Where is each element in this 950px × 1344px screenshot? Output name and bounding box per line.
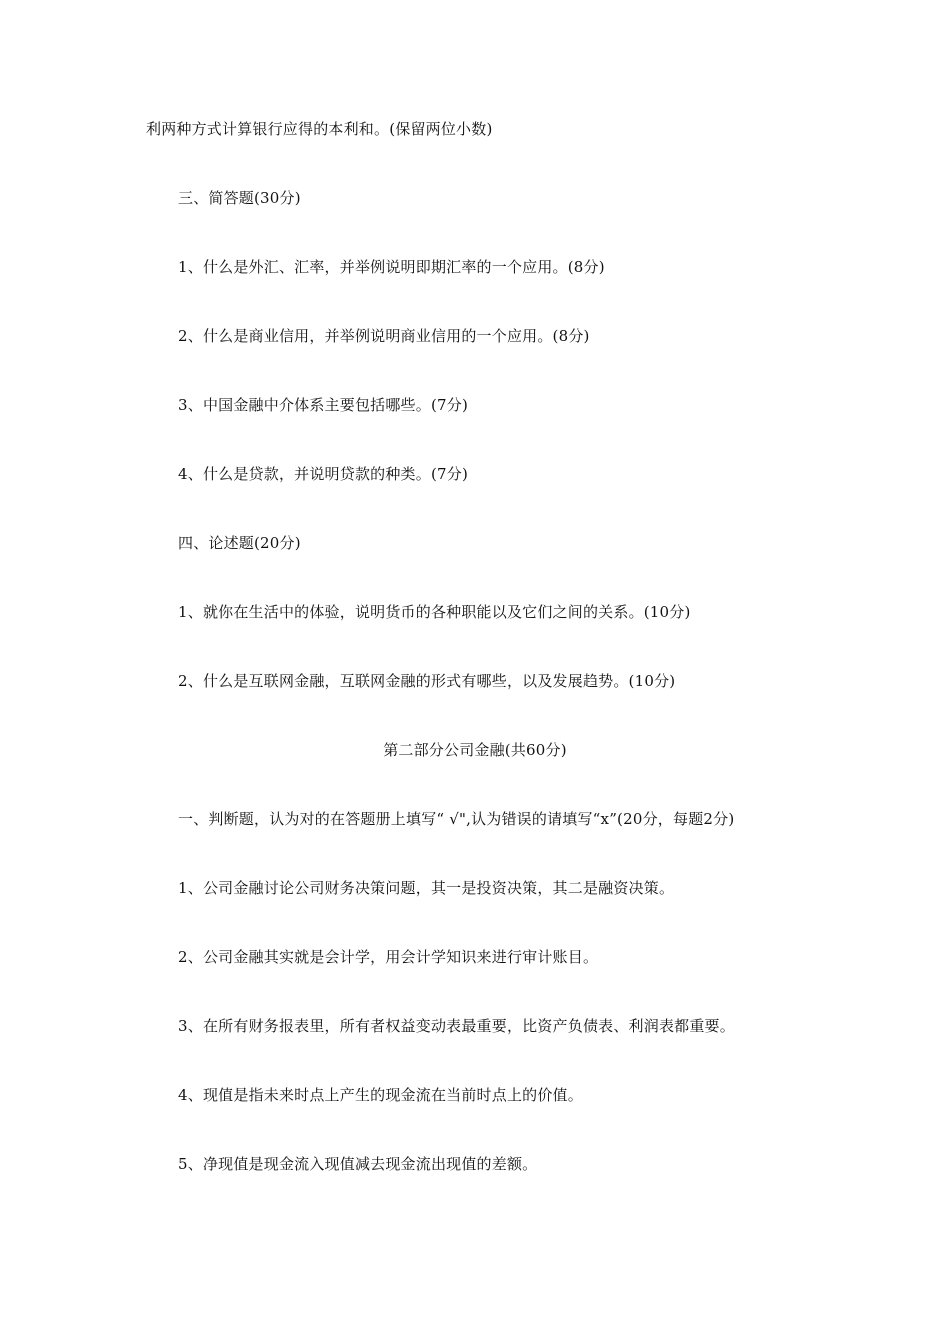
- question-item: 2、什么是商业信用，并举例说明商业信用的一个应用。(8分): [178, 327, 590, 345]
- continuation-text: 利两种方式计算银行应得的本利和。(保留两位小数): [146, 120, 493, 138]
- question-item: 3、在所有财务报表里，所有者权益变动表最重要，比资产负债表、利润表都重要。: [178, 1017, 735, 1035]
- question-item: 4、什么是贷款，并说明贷款的种类。(7分): [178, 465, 468, 483]
- question-item: 1、就你在生活中的体验，说明货币的各种职能以及它们之间的关系。(10分): [178, 603, 691, 621]
- question-item: 5、净现值是现金流入现值减去现金流出现值的差额。: [178, 1155, 538, 1173]
- section-heading-essay: 四、论述题(20分): [178, 534, 301, 552]
- question-item: 1、公司金融讨论公司财务决策问题，其一是投资决策，其二是融资决策。: [178, 879, 675, 897]
- section-heading-short-answer: 三、简答题(30分): [178, 189, 301, 207]
- section-heading-true-false: 一、判断题，认为对的在答题册上填写“ √",认为错误的请填写“x”(20分，每题2分): [178, 810, 735, 828]
- part-title: 第二部分公司金融(共60分): [383, 741, 567, 759]
- question-item: 2、什么是互联网金融，互联网金融的形式有哪些，以及发展趋势。(10分): [178, 672, 676, 690]
- question-item: 3、中国金融中介体系主要包括哪些。(7分): [178, 396, 468, 414]
- question-item: 1、什么是外汇、汇率，并举例说明即期汇率的一个应用。(8分): [178, 258, 605, 276]
- question-item: 4、现值是指未来时点上产生的现金流在当前时点上的价值。: [178, 1086, 583, 1104]
- question-item: 2、公司金融其实就是会计学，用会计学知识来进行审计账目。: [178, 948, 599, 966]
